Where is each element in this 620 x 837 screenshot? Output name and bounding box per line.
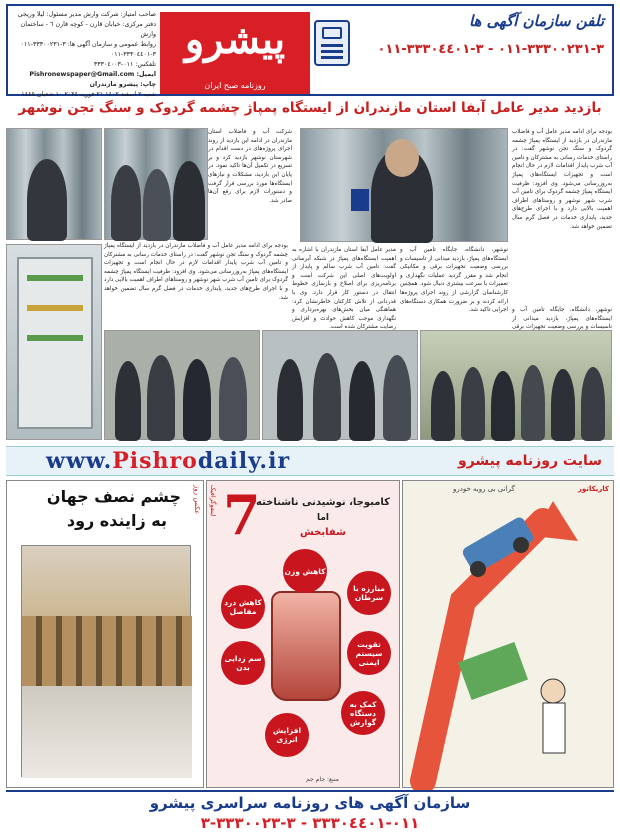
article-column: شرکت آب و فاضلاب استان مازندران در ادامه این بازدید از روند اجرای پروژه‌های در دست اقدام در شهرستان نوشهر بازدید کرد و بر تسریع در تکمیل آن‌ها تاکید نمود. در پایان این بازدید، مشکلات و نیازهای ایستگاه‌ها مورد بررسی قرار گرفت و دستورات لازم برای رفع آن‌ها صادر شد.: [208, 129, 292, 204]
article-column: بودجه برای ادامه مدیر عامل آب و فاضلاب مازندران در بازدید از ایستگاه پمپاژ چشمه گردوک و سنگ تجن نوشهر گفت: در راستای خدمات رسانی به مشترکان و تامین آب شرب پایدار اقدامات لازم در حال انجام است و تجهیزات ایستگاه‌های پمپاژ به‌روزرسانی می‌شود. وی افزود: ظرفیت ایستگاه پمپاژ چشمه گردوک برای تامین آب شرب شهر نوشهر و روستاهای اطراف اهمیت بالایی دارد و با اجرای طرح‌های جدید، پایداری خدمات در فصل گرم سال تضمین خواهد شد.: [512, 129, 612, 230]
ads-banner-phones: ٠١١-٣٣٣٠٤٤٠١ - ٣-٣٣٣٠٠٢٣-٣: [200, 814, 420, 832]
benefit-bubble: سم زدایی بدن: [221, 641, 265, 685]
photo-day-title-2: به زاینده رود: [66, 511, 167, 530]
ads-phone-numbers: ٣-٣٣٣٠٠٢٣١-٠١١ - ٣-٣٣٣٠٤٤٠١-٠١١: [377, 42, 604, 57]
benefit-bubble: کمک به دستگاه گوارش: [341, 691, 385, 735]
photo-control-panel: [6, 244, 102, 440]
article-column: بودجه برای ادامه مدیر عامل آب و فاضلاب مازندران در بازدید از ایستگاه پمپاژ چشمه گردوک و سنگ تجن نوشهر گفت: در راستای خدمات رسانی به مشترکان و تامین آب شرب پایدار اقدامات لازم در حال انجام است و تجهیزات ایستگاه‌های پمپاژ به‌روزرسانی می‌شود. وی افزود: ظرفیت ایستگاه پمپاژ چشمه گردوک برای تامین آب شرب شهر نوشهر و روستاهای اطراف اهمیت بالایی دارد و با اجرای طرح‌های جدید، پایداری خدمات در فصل گرم سال تضمین خواهد شد.: [104, 243, 288, 301]
cartoon-illustration: [403, 481, 615, 789]
ads-title: تلفن سازمان آگهی ها: [468, 12, 604, 30]
website-url[interactable]: www.Pishrodaily.ir: [46, 448, 291, 474]
infographic-side-label: اینفوگرافیک: [209, 485, 217, 517]
cartoon-caption: گرانی بی رویه خودرو: [453, 485, 515, 493]
ads-banner-title: سازمان آگهی های روزنامه سراسری پیشرو: [149, 794, 471, 812]
photo-group-3: [420, 330, 612, 440]
photo-officials: [104, 128, 208, 240]
website-banner: [6, 446, 614, 476]
fax-machine-icon: [314, 20, 350, 66]
ads-banner: [6, 790, 614, 834]
photo-group-2: [262, 330, 418, 440]
masthead: [6, 4, 614, 96]
main-headline: بازدید مدیر عامل آبفا استان مازندران از ایستگاه پمپاژ چشمه گردوک و سنگ تجن نوشهر: [18, 100, 602, 116]
benefit-bubble: کاهش وزن: [283, 549, 327, 593]
imprint-line: ٣-٣٣٣٠٤٤٠١-٠١١: [110, 51, 156, 58]
logo-subtitle: روزنامه صبح ایران: [204, 81, 266, 90]
benefit-bubble: تقویت سیستم ایمنی: [347, 631, 391, 675]
imprint-date: شنبه ٢ اسفند ١٤٠٢ ٢١ فوریه ٢٠٢٤ ١٠ شعبان ١٤٤٥: [21, 91, 156, 98]
website-label: سایت روزنامه پیشرو: [458, 453, 602, 469]
imprint-line: ایمیل: Pishronewspaper@Gmail.com چاپ: پیشرو مازندران: [29, 71, 156, 88]
cartoon-label: کاریکاتور: [577, 485, 609, 493]
infographic-panel: [206, 480, 400, 788]
photo-group-1: [104, 330, 260, 440]
photo-day-title-1: چشم نصف جهان: [46, 487, 181, 506]
photo-of-day-panel: [6, 480, 204, 788]
infographic-source: منبع: جام جم: [306, 776, 339, 783]
cartoon-panel: [402, 480, 614, 788]
kombucha-jar: [271, 591, 341, 701]
newspaper-logo: [160, 12, 310, 94]
benefit-bubble: کاهش درد مفاصل: [221, 585, 265, 629]
big-number-seven: 7: [223, 483, 261, 547]
benefit-bubble: مبارزه با سرطان: [347, 571, 391, 615]
imprint-line: تلفکس: ٠١١-٣٣٣٠٤٠٠٣: [93, 61, 156, 68]
photo-bridge: [21, 545, 191, 777]
photo-interview: [300, 128, 508, 242]
article-column: نوشهر، دانشگاه، جایگاه تامین آب و ایستگاه‌های پمپاژ، بازدید میدانی از تاسیسات و بررسی وضعیت تجهیزات برقی و مکانیکی انجام شد و مقرر گردید عملیات نگهداری و تعمیرات با سرعت بیشتری دنبال شود. همچنین کارشناسان گزارشی از روند اجرای پروژه‌ها ارائه کردند و بر ضرورت همکاری دستگاه‌های اجرایی تاکید شد.: [400, 247, 508, 314]
photo-day-side-label: عکس روز: [193, 485, 201, 515]
imprint-line: دفتر مرکزی: خیابان قارن - کوچه قارن ٦ - ساختمان وارش: [20, 21, 156, 38]
imprint: [12, 10, 156, 98]
article-column: مدیر عامل آبفا استان مازندران با اشاره به اهمیت ایستگاه‌های پمپاژ در شبکه آبرسانی گفت: تامین آب شرب سالم و پایدار از اولویت‌های اصلی این شرکت است و برنامه‌ریزی برای اصلاح و بازسازی خطوط انتقال در دستور کار قرار دارد. وی با قدردانی از تلاش کارکنان خاطرنشان کرد: هماهنگی میان بخش‌های بهره‌برداری و نگهداری موجب کاهش حوادث و افزایش رضایت مشترکان شده است.: [292, 247, 396, 331]
benefit-bubble: افزایش انرژی: [265, 713, 309, 757]
ads-contact-box: [308, 6, 612, 94]
infographic-title-2: اما: [316, 513, 330, 523]
infographic-title-1: کامبوجا، نوشیدنی ناشناخته: [256, 497, 390, 508]
infographic-title-3: شفابخش: [300, 527, 346, 538]
article-column: نوشهر، دانشگاه، جایگاه تامین آب و ایستگاه‌های پمپاژ، بازدید میدانی از تاسیسات و بررسی وضعیت تجهیزات برقی: [512, 307, 612, 331]
imprint-line: روابط عمومی و سازمان آگهی ها: ٣-٣٣٣٠٠٢٣١-٠١١: [20, 41, 156, 48]
photo-equipment: [6, 128, 102, 240]
logo-text: پیشرو: [184, 16, 286, 63]
imprint-line: صاحب امتیاز: شرکت وارش مدیر مسئول: لیلا وریجی: [17, 11, 156, 18]
